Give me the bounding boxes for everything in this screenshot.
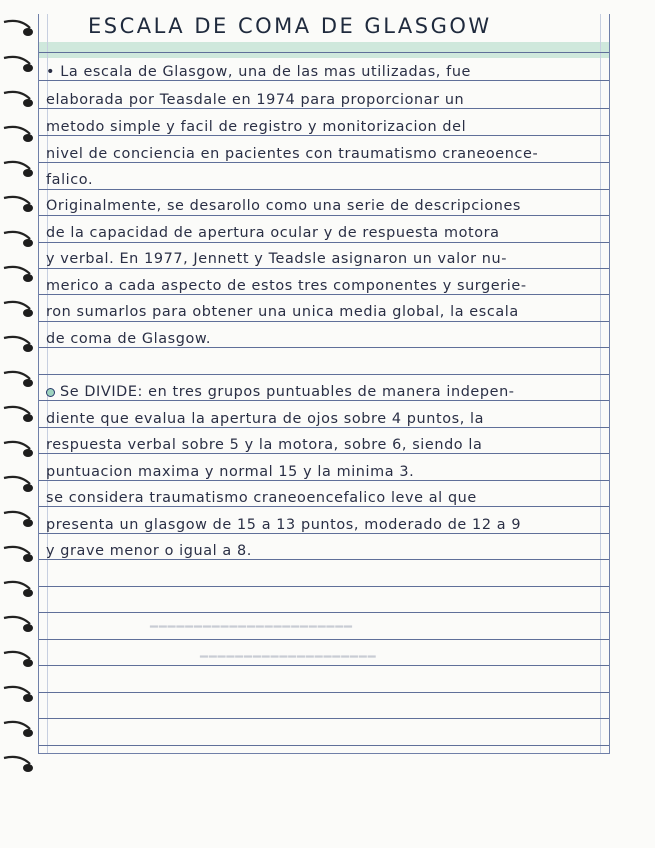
ruled-line: [39, 692, 609, 693]
ruled-line: [39, 559, 609, 560]
text-line: puntuacion maxima y normal 15 y la minima 3.: [46, 464, 415, 480]
ruled-line: [39, 506, 609, 507]
text-line: merico a cada aspecto de estos tres componentes y surgerie-: [46, 278, 527, 294]
text-line: y grave menor o igual a 8.: [46, 543, 252, 559]
ruled-line: [39, 347, 609, 348]
text-line: presenta un glasgow de 15 a 13 puntos, moderado de 12 a 9: [46, 517, 522, 533]
ruled-line: [39, 242, 609, 243]
text-line: y verbal. En 1977, Jennett y Teadsle asignaron un valor nu-: [46, 251, 508, 267]
title-highlight: [39, 42, 609, 58]
page-title: ESCALA DE COMA DE GLASGOW: [88, 14, 492, 38]
ruled-line: [39, 215, 609, 216]
text-line: respuesta verbal sobre 5 y la motora, sobre 6, siendo la: [46, 437, 483, 453]
ruled-line: [39, 453, 609, 454]
text-line: • La escala de Glasgow, una de las mas utilizadas, fue: [46, 64, 471, 80]
ruled-line: [39, 268, 609, 269]
text-line: diente que evalua la apertura de ojos sobre 4 puntos, la: [46, 411, 485, 427]
text-line-content: Se DIVIDE: en tres grupos puntuables de manera indepen-: [60, 384, 515, 400]
ruled-line: [39, 108, 609, 109]
ruled-line: [39, 162, 609, 163]
ruled-line: [39, 294, 609, 295]
ruled-line: [39, 639, 609, 640]
ruled-line: [39, 745, 609, 746]
ruled-line: [39, 586, 609, 587]
ruled-line: [39, 665, 609, 666]
bleed-through-mark: ━━━━━━━━━━━━━━━━━━━━: [200, 650, 377, 665]
text-line: Originalmente, se desarollo como una serie de descripciones: [46, 198, 521, 214]
ruled-line: [39, 374, 609, 375]
text-line: de la capacidad de apertura ocular y de respuesta motora: [46, 225, 500, 241]
text-line: elaborada por Teasdale en 1974 para proporcionar un: [46, 92, 465, 108]
text-line: metodo simple y facil de registro y monitorizacion del: [46, 119, 467, 135]
text-line: falico.: [46, 172, 94, 188]
ruled-line: [39, 52, 609, 53]
margin-rule-right: [600, 14, 601, 753]
spiral-rings-icon: [0, 0, 40, 848]
ruled-line: [39, 480, 609, 481]
ruled-line: [39, 135, 609, 136]
ruled-line: [39, 321, 609, 322]
ruled-line: [39, 427, 609, 428]
text-line: [46, 384, 515, 400]
bullet-icon: [46, 388, 55, 397]
ruled-line: [39, 718, 609, 719]
ruled-line: [39, 612, 609, 613]
ruled-line: [39, 400, 609, 401]
ruled-line: [39, 80, 609, 81]
ruled-line: [39, 533, 609, 534]
text-line: ron sumarlos para obtener una unica media global, la escala: [46, 304, 519, 320]
text-line: nivel de conciencia en pacientes con traumatismo craneoence-: [46, 146, 539, 162]
text-line: se considera traumatismo craneoencefalico leve al que: [46, 490, 477, 506]
text-line: de coma de Glasgow.: [46, 331, 212, 347]
bleed-through-mark: ━━━━━━━━━━━━━━━━━━━━━━━: [150, 620, 354, 635]
ruled-line: [39, 189, 609, 190]
